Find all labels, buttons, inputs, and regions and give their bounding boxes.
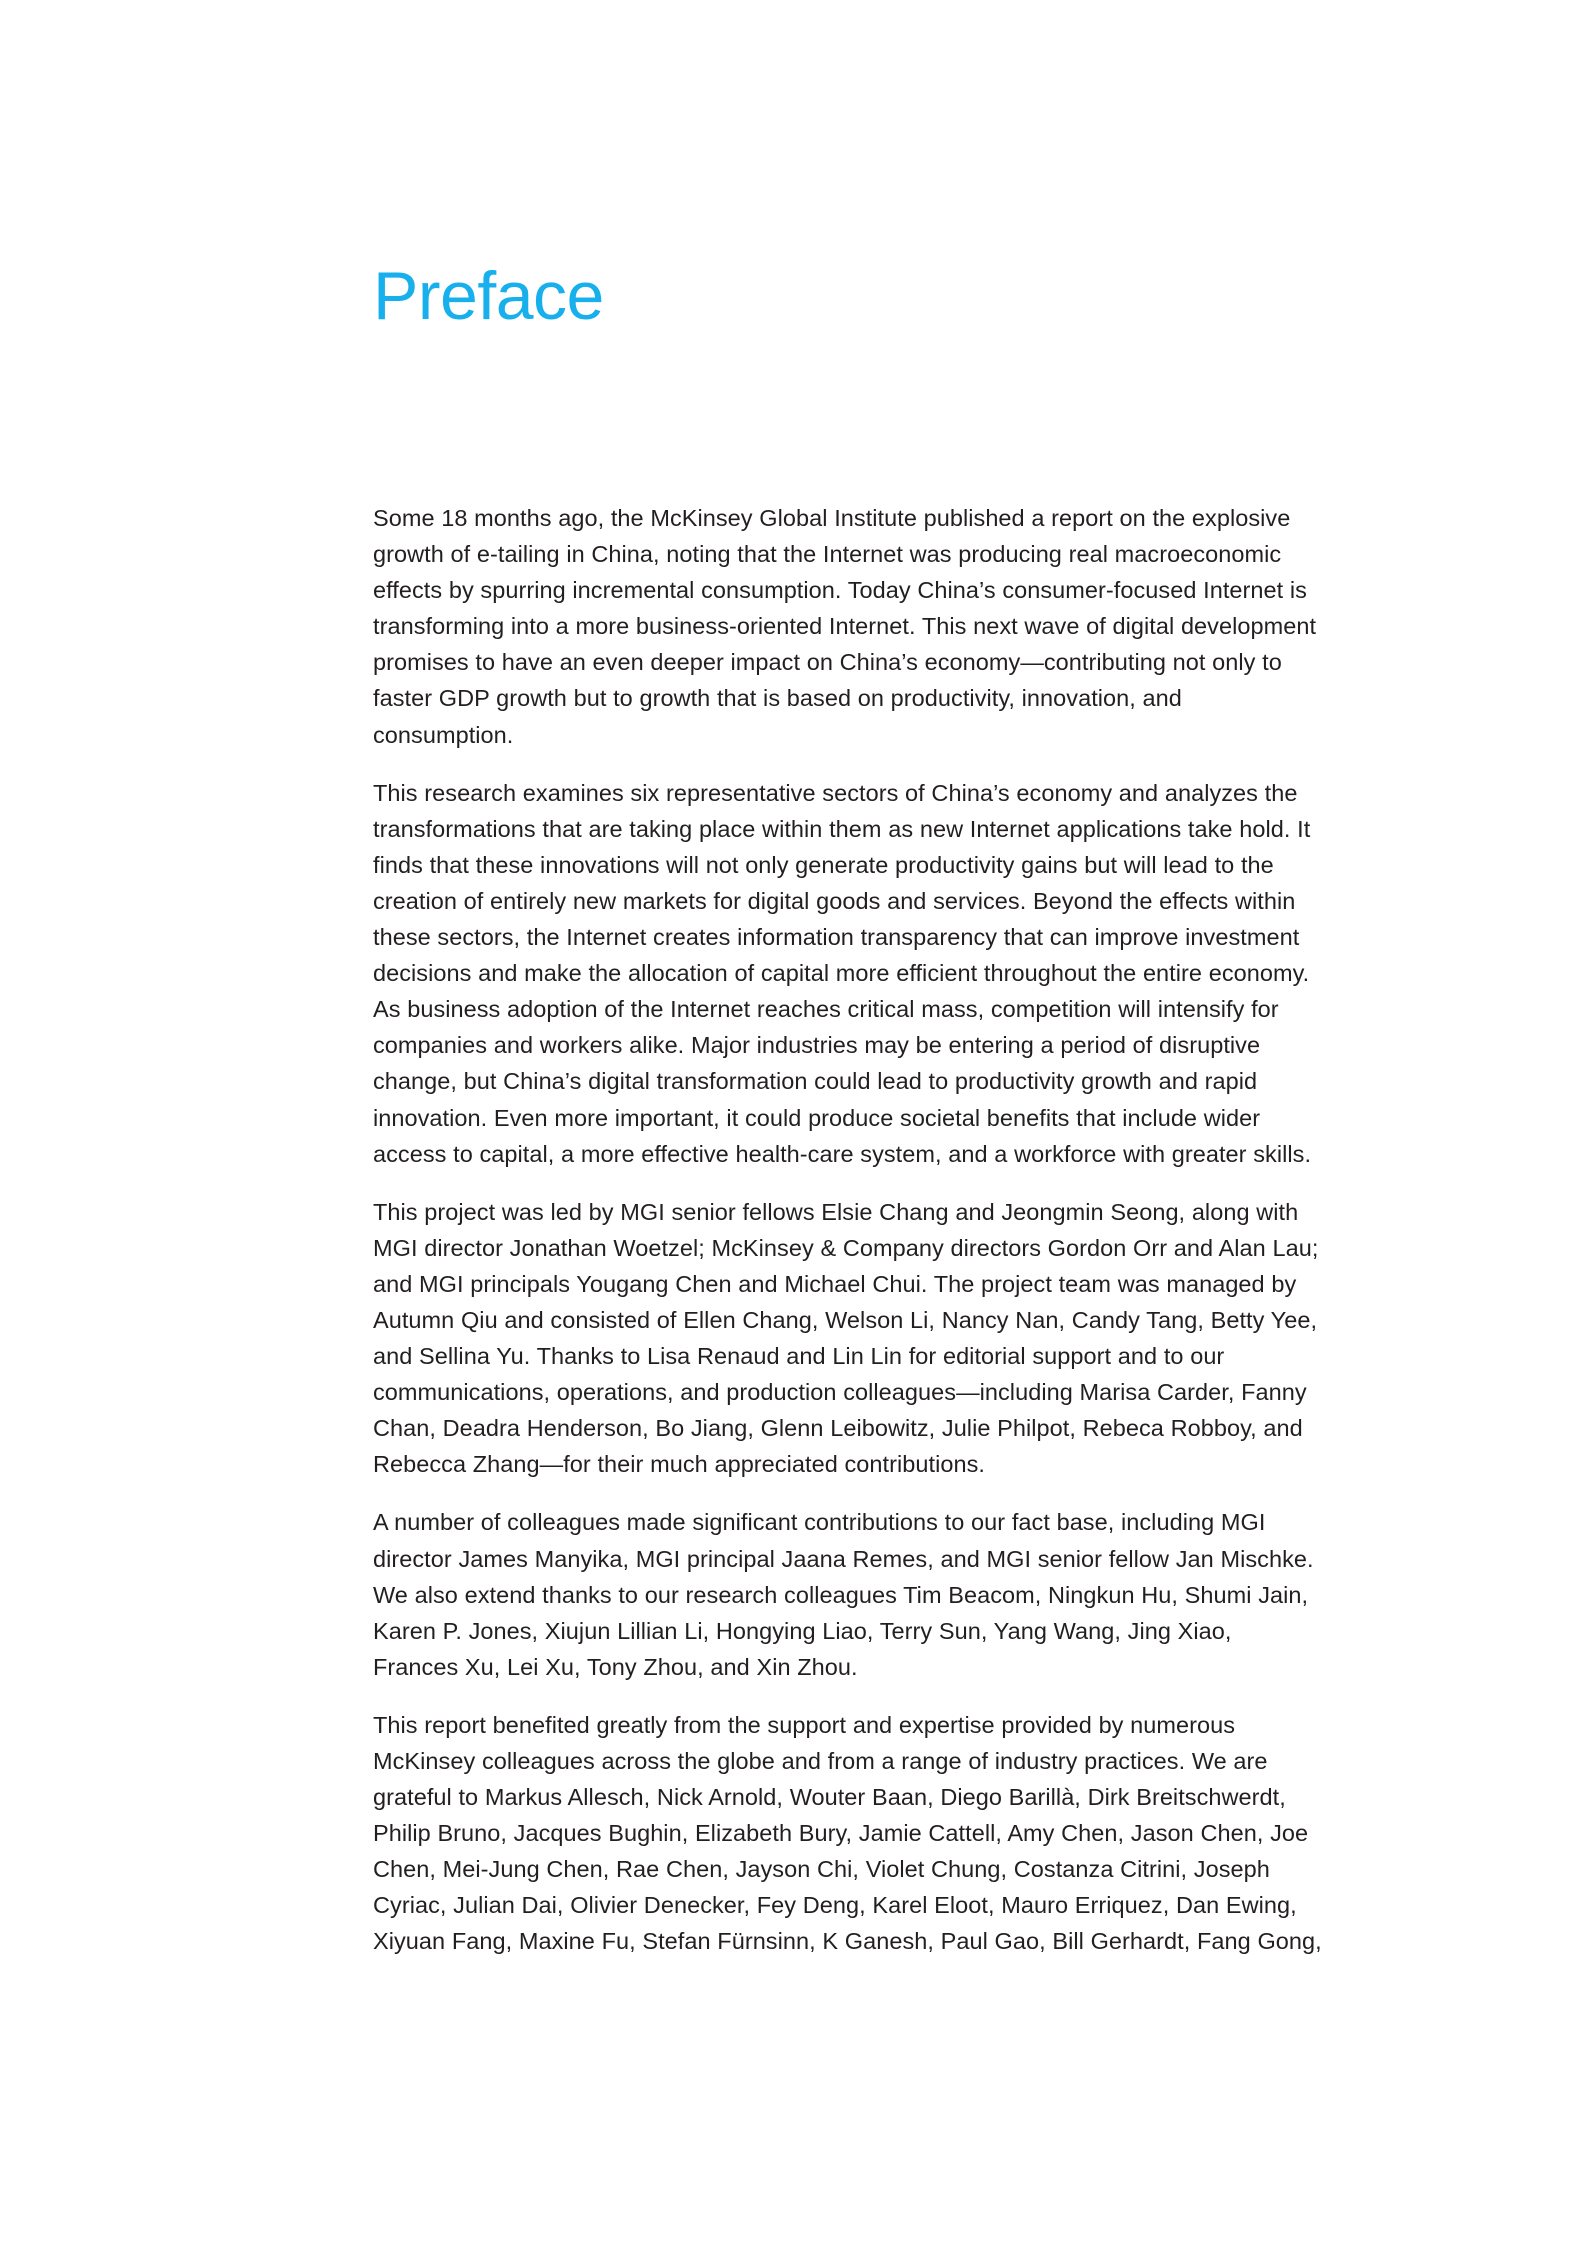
paragraph-acknowledgements: This report benefited greatly from the support and expertise provided by numerous McKinsey colleagues across the globe and from a range of industry practices. We are grateful to Markus Allesch, Nick Arnold, Wouter Baan, Diego Barillà, Dirk Breitschwerdt, Philip Bruno, Jacques Bughin, Elizabeth Bury, Jamie Cattell, Amy Chen, Jason Chen, Joe Chen, Mei-Jung Chen, Rae Chen, Jayson Chi, Violet Chung, Costanza Citrini, Joseph Cyriac, Julian Dai, Olivier Denecker, Fey Deng, Karel Eloot, Mauro Erriquez, Dan Ewing, Xiyuan Fang, Maxine Fu, Stefan Fürnsinn, K Ganesh, Paul Gao, Bill Gerhardt, Fang Gong,	[373, 1711, 1322, 1955]
page-title: Preface	[373, 257, 604, 334]
paragraph-intro: Some 18 months ago, the McKinsey Global Institute published a report on the explosive growth of e-tailing in China, noting that the Internet was producing real macroeconomic effects by spurring incremental consumption. Today China’s consumer-focused Internet is transforming into a more business-oriented Internet. This next wave of digital development promises to have an even deeper impact on China’s economy—contributing not only to faster GDP growth but to growth that is based on productivity, innovation, and consumption.	[373, 505, 1317, 748]
paragraph-project-team: This project was led by MGI senior fellows Elsie Chang and Jeongmin Seong, along with MGI director Jonathan Woetzel; McKinsey & Company directors Gordon Orr and Alan Lau; and MGI principals Yougang Chen and Michael Chui. The project team was managed by Autumn Qiu and consisted of Ellen Chang, Welson Li, Nancy Nan, Candy Tang, Betty Yee, and Sellina Yu. Thanks to Lisa Renaud and Lin Lin for editorial support and to our communications, operations, and production colleagues—including Marisa Carder, Fanny Chan, Deadra Henderson, Bo Jiang, Glenn Leibowitz, Julie Philpot, Rebeca Robboy, and Rebecca Zhang—for their much appreciated contributions.	[373, 1198, 1319, 1478]
paragraph-research-scope: This research examines six representative sectors of China’s economy and analyzes the transformations that are taking place within them as new Internet applications take hold. It finds that these innovations will not only generate productivity gains but will lead to the creation of entirely new markets for digital goods and services. Beyond the effects within these sectors, the Internet creates information transparency that can improve investment decisions and make the allocation of capital more efficient throughout the entire economy. As business adoption of the Internet reaches critical mass, competition will intensify for companies and workers alike. Major industries may be entering a period of disruptive change, but China’s digital transformation could lead to productivity growth and rapid innovation. Even more important, it could produce societal benefits that include wider access to capital, a more effective health-care system, and a workforce with greater skills.	[373, 779, 1312, 1167]
preface-body	[373, 500, 1323, 1960]
paragraph-fact-base-contributors: A number of colleagues made significant contributions to our fact base, including MGI director James Manyika, MGI principal Jaana Remes, and MGI senior fellow Jan Mischke. We also extend thanks to our research colleagues Tim Beacom, Ningkun Hu, Shumi Jain, Karen P. Jones, Xiujun Lillian Li, Hongying Liao, Terry Sun, Yang Wang, Jing Xiao, Frances Xu, Lei Xu, Tony Zhou, and Xin Zhou.	[373, 1509, 1314, 1680]
